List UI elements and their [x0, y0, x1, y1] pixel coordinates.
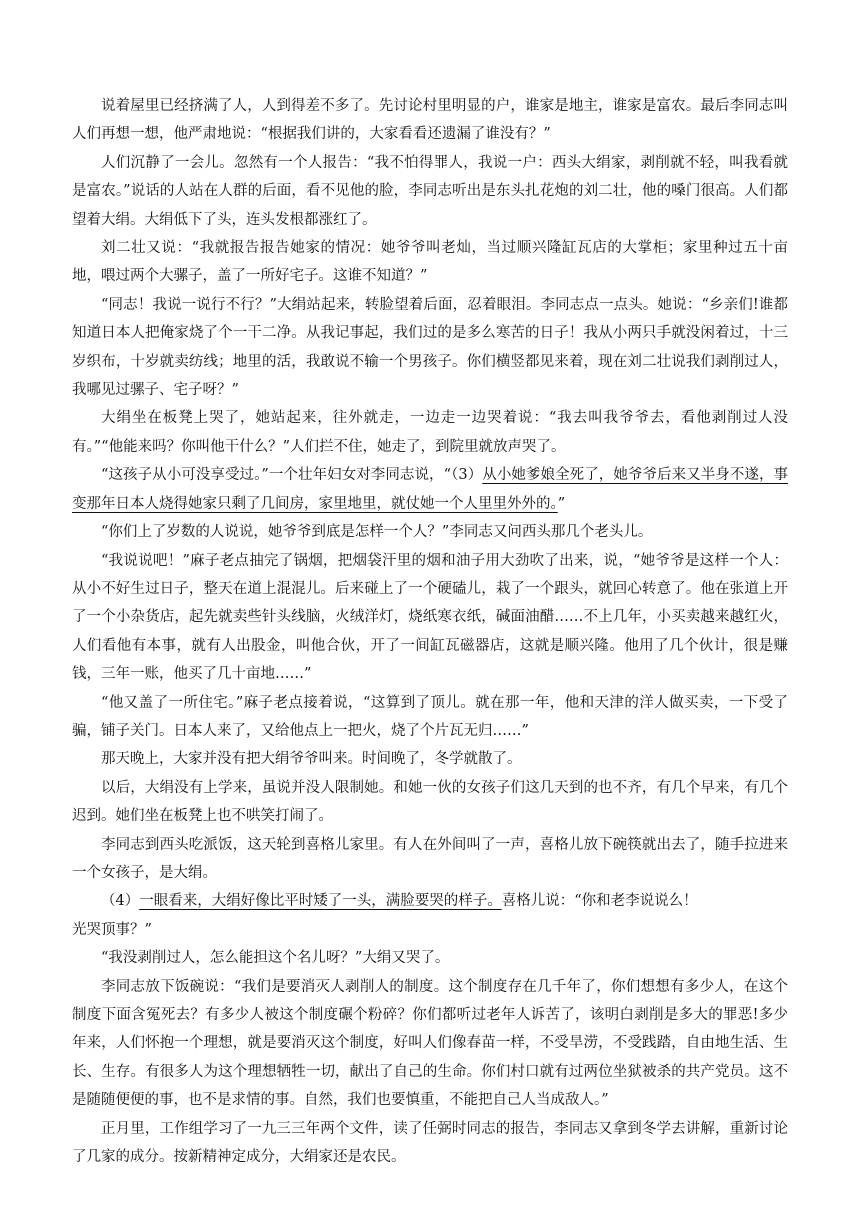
paragraph-14: 正月里，工作组学习了一九三三年两个文件，读了任弼时同志的报告，李同志又拿到冬学去讲解，重新讨论了几家的成分。按新精神定成分，大绢家还是农民。: [72, 1120, 788, 1166]
paragraph-11: 李同志到西头吃派饭，这天轮到喜格儿家里。有人在外间叫了一声，喜格儿放下碗筷就出去了，随手拉进来一个女孩子，是大绢。: [72, 836, 788, 881]
paragraph-4: “同志！我说一说行不行？”大绢站起来，转脸望着后面，忍着眼泪。李同志点一点头。她说：“乡亲们!谁都知道日本人把俺家烧了个一干二净。从我记事起，我们过的是多么寒苦的日子！我从小两只手就没闲着过，十三岁织布，十岁就卖纺线；地里的活，我敢说不输一个男孩子。你们横竖都见来着，现在刘二壮说我们剥削过人，我哪见过骡子、宅子呀？”: [72, 296, 788, 399]
q4-trailing-text: 喜格儿说：“你和老李说说么！: [501, 893, 698, 910]
paragraph-13: 李同志放下饭碗说：“我们是要消灭人剥削人的制度。这个制度存在几千年了，你们想想有多少人，在这个制度下面含冤死去？有多少人被这个制度碾个粉碎？你们都听过老年人诉苦了，该明白剥削是多大的罪恶!多少年来，人们怀抱一个理想，就是要消灭这个制度，好叫人们像春苗一样，不受旱涝，不受践踏，自由地生活、生长、生存。有很多人为这个理想牺牲一切，献出了自己的生命。你们村口就有过两位坐狱被杀的共产党员。这不是随随便便的事，也不是求情的事。自然，我们也要慎重，不能把自己人当成敌人。”: [72, 978, 788, 1109]
paragraph-1: 说着屋里已经挤满了人，人到得差不多了。先讨论村里明显的户，谁家是地主，谁家是富农。最后李同志叫人们再想一想，他严肃地说：“根据我们讲的，大家看看还遗漏了谁没有？”: [72, 98, 788, 143]
paragraph-9: 那天晚上，大家并没有把大绢爷爷叫来。时间晚了，冬学就散了。: [101, 751, 522, 768]
paragraph-12: “我没剥削过人，怎么能担这个名儿呀？”大绢又哭了。: [101, 950, 450, 967]
paragraph-3: 刘二壮又说：“我就报告报告她家的情况：她爷爷叫老灿，当过顺兴隆缸瓦店的大掌柜；家里种过五十亩地，喂过两个大骡子，盖了一所好宅子。这谁不知道？”: [72, 240, 788, 285]
document-page: [72, 92, 788, 1171]
q3-lead-text: “这孩子从小可没享受过。”一个壮年妇女对李同志说，“（3）: [101, 467, 483, 484]
paragraph-10: 以后，大绢没有上学来，虽说并没人限制她。和她一伙的女孩子们这几天到的也不齐，有几个早来，有几个迟到。她们坐在板凳上也不哄笑打闹了。: [72, 779, 788, 825]
paragraph-2: 人们沉静了一会儿。忽然有一个人报告：“我不怕得罪人，我说一户：西头大绢家，剥削就不轻，叫我看就是富农。”说话的人站在人群的后面，看不见他的脸，李同志听出是东头扎花炮的刘二壮，他的嗓门很高。人们都望着大绢。大绢低下了头，连头发根都涨红了。: [72, 154, 788, 228]
q3-underlined-text: 从小她爹娘全死了，她爷爷后来又半身不遂，事变那年日本人烧得她家只剩了几间房，家里地里，就仗她一个人里里外外的。: [72, 467, 789, 512]
q4-lead-text: （4）: [101, 893, 140, 910]
paragraph-7: “我说说吧！”麻子老点抽完了锅烟，把烟袋汗里的烟和油子用大劲吹了出来，说，“她爷爷是这样一个人：从小不好生过日子，整天在道上混混儿。后来碰上了一个硬磕儿，栽了一个跟头，就回心转意了。他在张道上开了一个小杂货店，起先就卖些针头线脑，火绒洋灯，烧纸寒衣纸，碱面油醋……不上几年，小买卖越来越红火，人们看他有本事，就有人出股金，叫他合伙，开了一间缸瓦磁器店，这就是顺兴隆。他用了几个伙计，很是赚钱，三年一账，他买了几十亩地……”: [72, 552, 788, 683]
q4-underlined-text: 一眼看来，大绢好像比平时矮了一头，满脸要哭的样子。: [139, 893, 502, 910]
paragraph-6: “你们上了岁数的人说说，她爷爷到底是怎样一个人？”李同志又问西头那几个老头儿。: [101, 524, 653, 541]
paragraph-5: 大绢坐在板凳上哭了，她站起来，往外就走，一边走一边哭着说：“我去叫我爷爷去，看他剥削过人没有。”“他能来吗？你叫他干什么？”人们拦不住，她走了，到院里就放声哭了。: [72, 410, 788, 455]
paragraph-question-3: [72, 461, 788, 518]
paragraph-8: “他又盖了一所住宅。”麻子老点接着说，“这算到了顶儿。就在那一年，他和天津的洋人做买卖，一下受了骗，铺子关门。日本人来了，又给他点上一把火，烧了个片瓦无归……”: [72, 694, 788, 739]
paragraph-question-4-continued: 光哭顶事？”: [72, 921, 152, 938]
q3-trailing-text: ”: [557, 495, 566, 512]
paragraph-question-4: [72, 887, 788, 915]
